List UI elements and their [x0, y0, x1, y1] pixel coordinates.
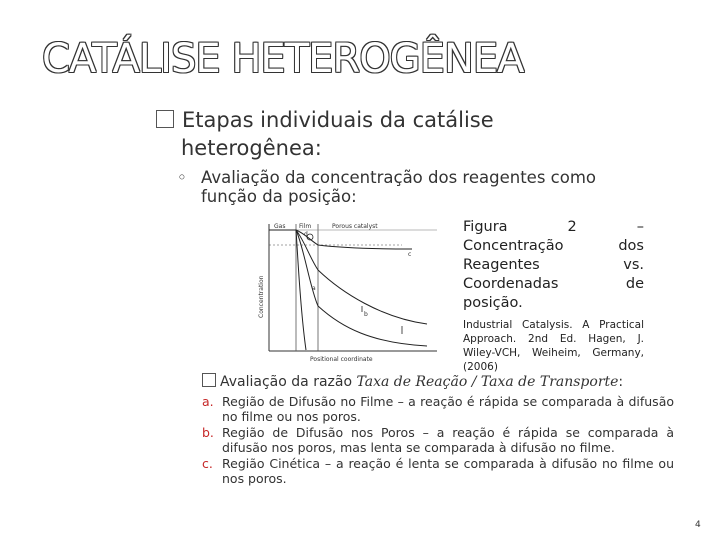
- page-title: CATÁLISE HETEROGÊNEA: [42, 36, 524, 82]
- label-a: a: [312, 285, 316, 292]
- label-porous-catalyst: Porous catalyst: [332, 223, 378, 230]
- square-bullet-icon: [156, 110, 174, 128]
- bullet3-text: Avaliação da razão: [220, 374, 353, 390]
- circle-bullet-icon: ◦: [177, 168, 187, 187]
- caption-line3: Reagentes vs.: [463, 257, 644, 273]
- bullet3-suffix: :: [618, 374, 624, 390]
- bullet3: [202, 373, 623, 390]
- bullet2-line2: função da posição:: [201, 187, 357, 206]
- bullet2-line1: Avaliação da concentração dos reagentes como: [201, 168, 596, 187]
- caption-line4: Coordenadas de: [463, 276, 644, 292]
- label-film: Film: [299, 223, 312, 230]
- list-item-text: Região Cinética – a reação é lenta se comparada à difusão no filme ou nos poros.: [222, 456, 674, 486]
- list-marker: c.: [202, 456, 213, 471]
- bullet1-line2: heterogênea:: [181, 136, 322, 160]
- label-c: c: [408, 251, 412, 258]
- page-number: 4: [695, 520, 701, 530]
- label-d: d: [304, 231, 308, 238]
- bullet3-italic: Taxa de Reação / Taxa de Transporte: [356, 374, 619, 390]
- list-marker: a.: [202, 394, 214, 409]
- list-marker: b.: [202, 425, 214, 440]
- label-b: b: [364, 311, 368, 318]
- y-axis-label: Concentration: [258, 275, 265, 318]
- bullet1-text: Etapas individuais da catálise: [182, 108, 494, 132]
- curve-d: [296, 230, 306, 350]
- square-bullet-icon: [202, 373, 216, 387]
- caption-line2: Concentração dos: [463, 238, 644, 254]
- bullet1-line1: [156, 108, 494, 132]
- list-item-text: Região de Difusão nos Poros – a reação é rápida se comparada à difusão nos poros, mas lenta se comparada à difusão no filme.: [222, 425, 674, 455]
- list-item: [202, 456, 674, 486]
- concentration-figure: [252, 218, 440, 370]
- list-item: [202, 394, 674, 424]
- label-gas: Gas: [274, 223, 286, 230]
- curve-a: [269, 230, 427, 324]
- x-axis-label: Positional coordinate: [310, 356, 373, 363]
- curve-c: [269, 230, 412, 249]
- list-item-text: Região de Difusão no Filme – a reação é rápida se comparada à difusão no filme ou nos poros.: [222, 394, 674, 424]
- caption-line5: posição.: [463, 295, 523, 311]
- list-item: [202, 425, 674, 455]
- caption-line1: Figura 2 –: [463, 219, 644, 235]
- figure-caption: [463, 218, 644, 313]
- bullet2: [177, 168, 647, 206]
- figure-reference: Industrial Catalysis. A Practical Approach. 2nd Ed. Hagen, J. Wiley-VCH, Weiheim, Germany, (2006): [463, 319, 644, 373]
